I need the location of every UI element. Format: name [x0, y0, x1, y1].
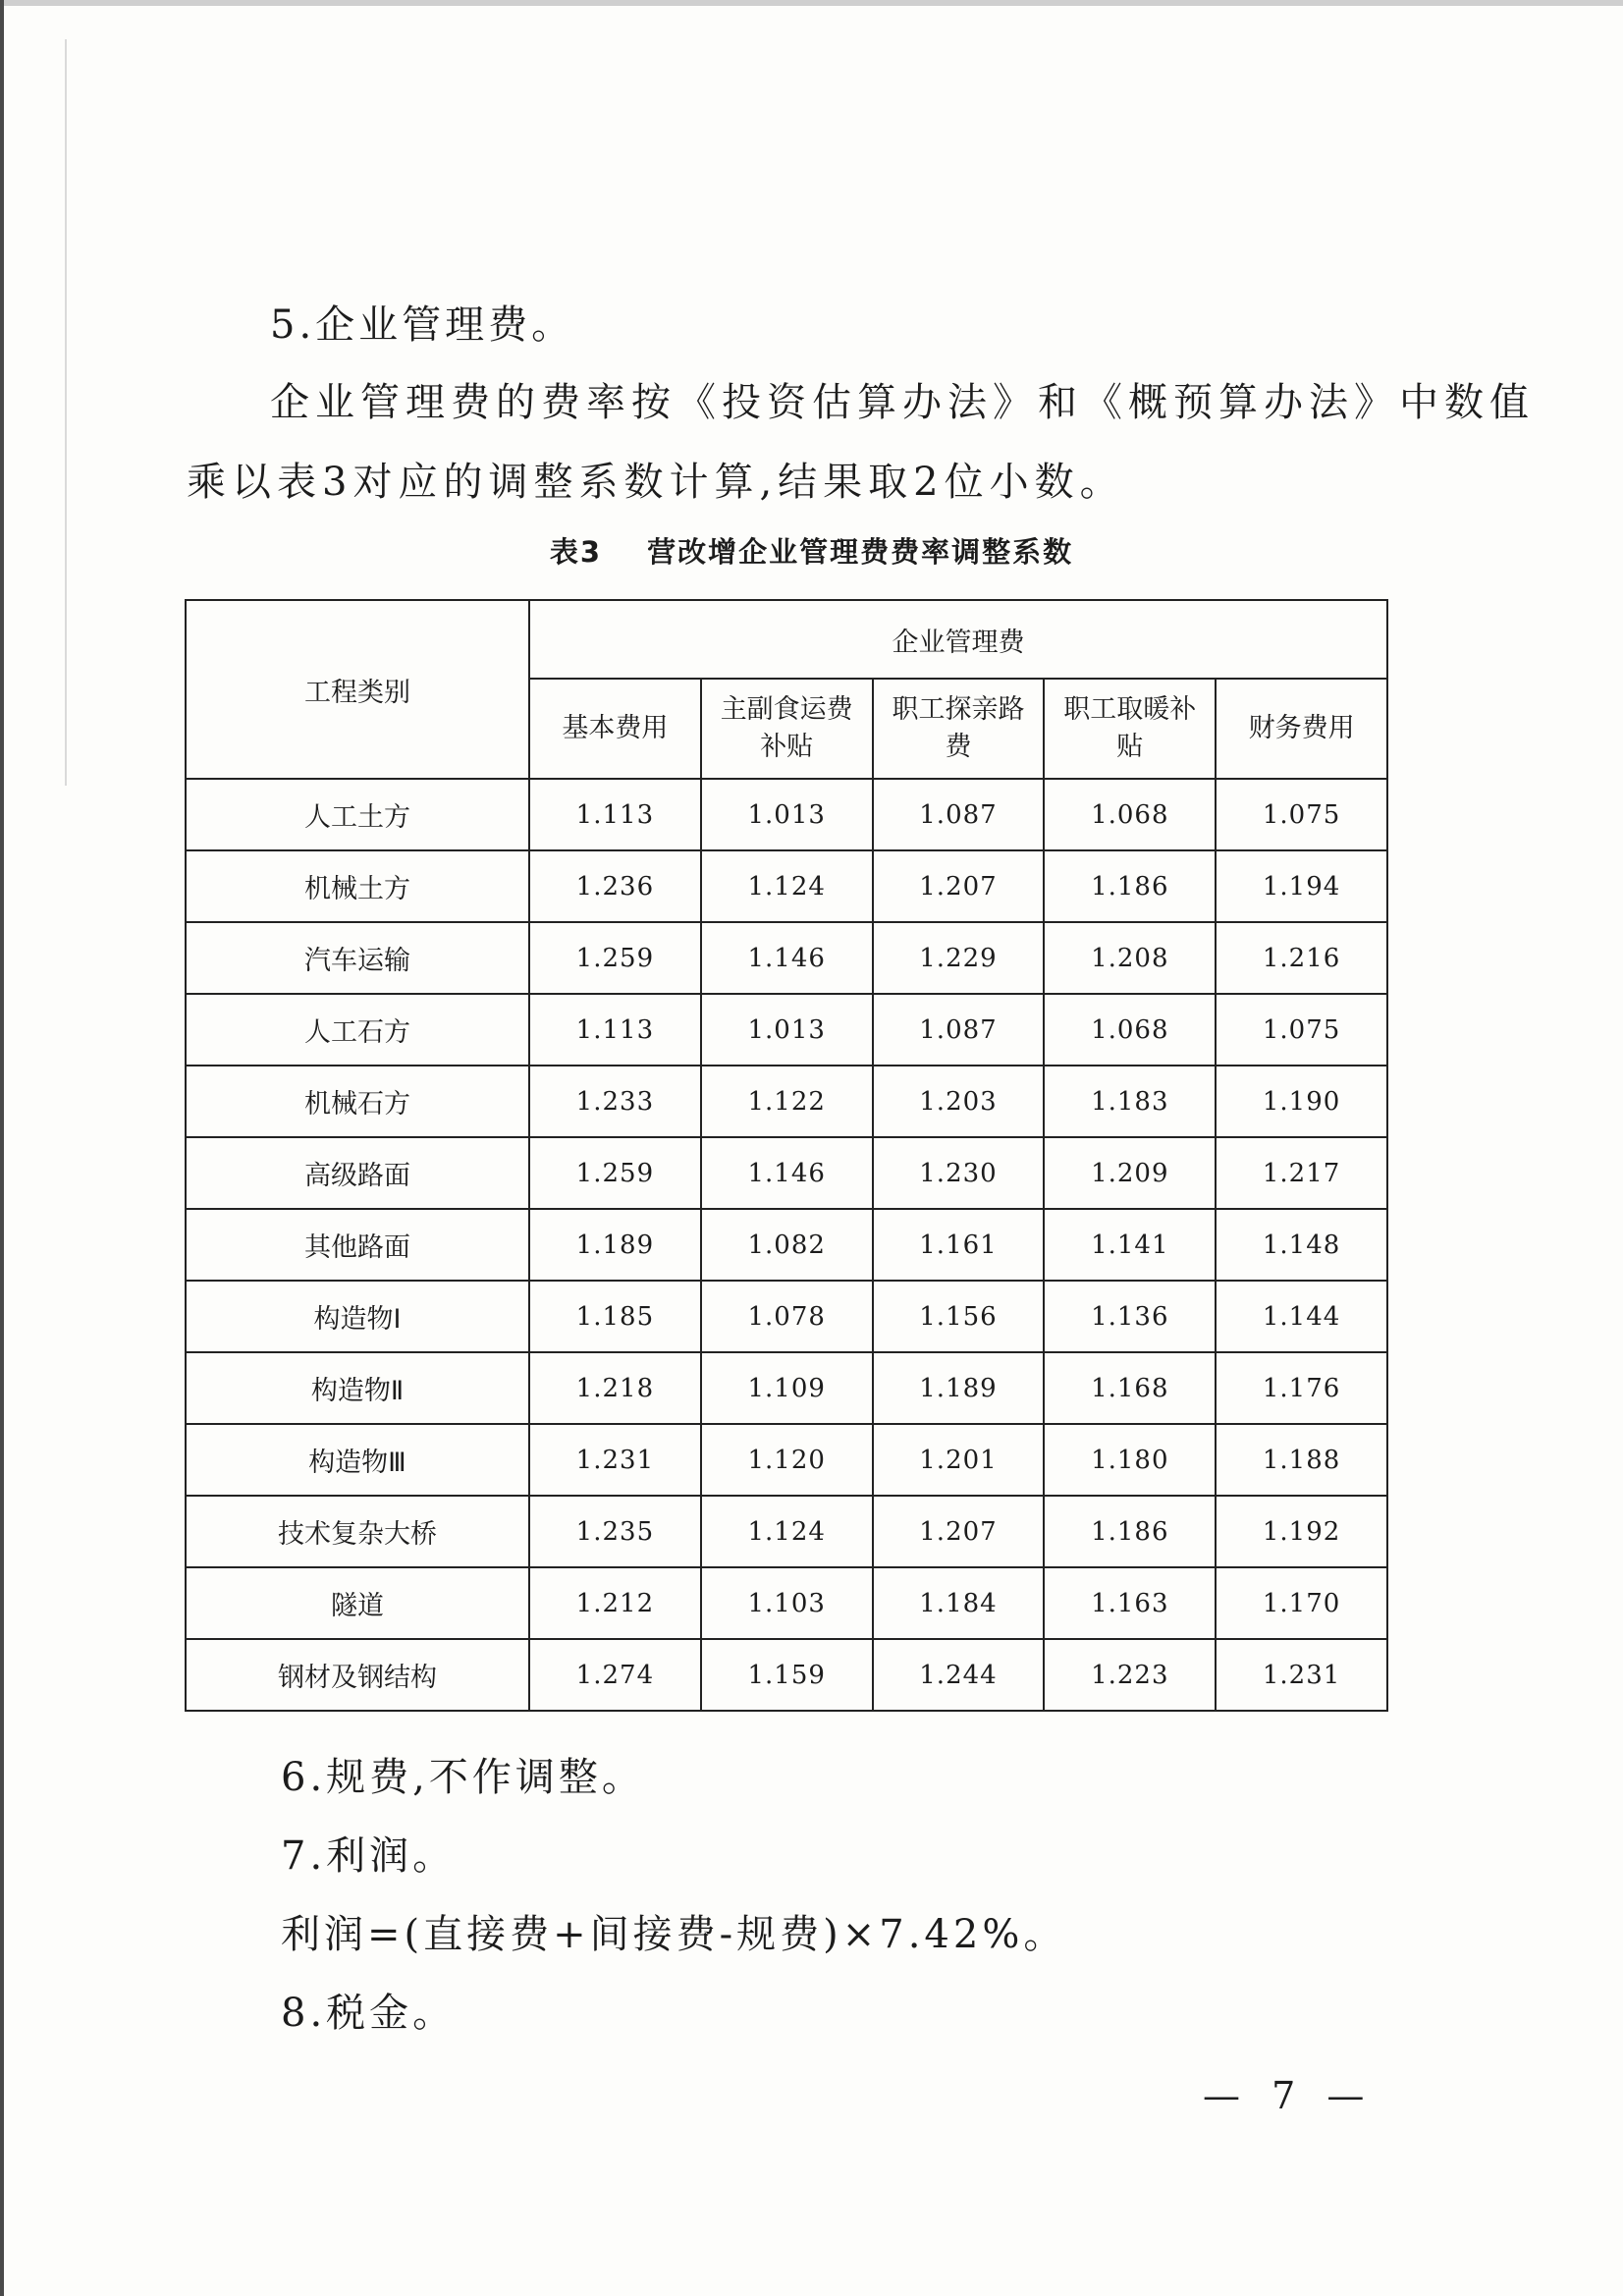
- coefficient-cell: 1.124: [701, 850, 873, 922]
- coefficient-cell: 1.113: [529, 779, 701, 850]
- table-row: [186, 1352, 1387, 1424]
- table-row: [186, 1281, 1387, 1352]
- category-cell: 构造物Ⅲ: [186, 1424, 529, 1496]
- coefficient-cell: 1.113: [529, 994, 701, 1066]
- section-7-formula: 利润=(直接费+间接费-规费)×7.42%。: [281, 1912, 1067, 1957]
- coefficient-cell: 1.223: [1044, 1639, 1216, 1711]
- category-cell: 构造物Ⅱ: [186, 1352, 529, 1424]
- column-header: 基本费用: [529, 679, 701, 779]
- coefficient-cell: 1.189: [529, 1209, 701, 1281]
- table-caption-title: 营改增企业管理费费率调整系数: [647, 535, 1074, 569]
- section-5-text-line-2: 乘以表3对应的调整系数计算,结果取2位小数。: [187, 460, 1125, 505]
- coefficient-cell: 1.216: [1216, 922, 1387, 994]
- category-cell: 隧道: [186, 1567, 529, 1639]
- coefficient-cell: 1.122: [701, 1066, 873, 1137]
- section-6-text: 6.规费,不作调整。: [281, 1755, 645, 1800]
- coefficient-cell: 1.192: [1216, 1496, 1387, 1567]
- coefficient-cell: 1.217: [1216, 1137, 1387, 1209]
- coefficient-cell: 1.120: [701, 1424, 873, 1496]
- coefficient-cell: 1.068: [1044, 994, 1216, 1066]
- coefficient-cell: 1.159: [701, 1639, 873, 1711]
- group-header-management-fee: 企业管理费: [529, 600, 1387, 679]
- coefficient-cell: 1.183: [1044, 1066, 1216, 1137]
- category-cell: 汽车运输: [186, 922, 529, 994]
- coefficient-cell: 1.148: [1216, 1209, 1387, 1281]
- coefficient-cell: 1.190: [1216, 1066, 1387, 1137]
- coefficient-cell: 1.231: [529, 1424, 701, 1496]
- coefficient-cell: 1.218: [529, 1352, 701, 1424]
- category-cell: 构造物Ⅰ: [186, 1281, 529, 1352]
- column-header: 职工探亲路费: [873, 679, 1045, 779]
- table-caption: [0, 530, 1623, 571]
- coefficient-cell: 1.124: [701, 1496, 873, 1567]
- coefficient-cell: 1.244: [873, 1639, 1045, 1711]
- category-cell: 机械土方: [186, 850, 529, 922]
- coefficient-cell: 1.209: [1044, 1137, 1216, 1209]
- section-5-heading: 5.企业管理费。: [270, 302, 575, 348]
- coefficient-cell: 1.207: [873, 850, 1045, 922]
- coefficient-cell: 1.235: [529, 1496, 701, 1567]
- category-cell: 技术复杂大桥: [186, 1496, 529, 1567]
- table-row: [186, 1567, 1387, 1639]
- coefficient-cell: 1.068: [1044, 779, 1216, 850]
- category-cell: 其他路面: [186, 1209, 529, 1281]
- coefficient-cell: 1.168: [1044, 1352, 1216, 1424]
- table-row: [186, 1137, 1387, 1209]
- category-cell: 钢材及钢结构: [186, 1639, 529, 1711]
- coefficient-cell: 1.170: [1216, 1567, 1387, 1639]
- coefficient-cell: 1.163: [1044, 1567, 1216, 1639]
- coefficient-cell: 1.208: [1044, 922, 1216, 994]
- coefficient-cell: 1.075: [1216, 779, 1387, 850]
- coefficient-cell: 1.229: [873, 922, 1045, 994]
- table-caption-number: 表3: [549, 535, 603, 569]
- coefficient-cell: 1.189: [873, 1352, 1045, 1424]
- column-header: 主副食运费补贴: [701, 679, 873, 779]
- coefficient-cell: 1.146: [701, 922, 873, 994]
- row-header-project-category: 工程类别: [186, 600, 529, 779]
- coefficient-cell: 1.233: [529, 1066, 701, 1137]
- section-7-heading: 7.利润。: [281, 1833, 457, 1879]
- coefficient-cell: 1.194: [1216, 850, 1387, 922]
- paper-fold-line: [65, 39, 67, 786]
- coefficient-cell: 1.075: [1216, 994, 1387, 1066]
- coefficient-cell: 1.207: [873, 1496, 1045, 1567]
- coefficient-cell: 1.188: [1216, 1424, 1387, 1496]
- coefficient-cell: 1.259: [529, 922, 701, 994]
- table-row: [186, 1209, 1387, 1281]
- coefficient-cell: 1.087: [873, 779, 1045, 850]
- scan-border-left: [0, 0, 4, 2296]
- coefficient-cell: 1.013: [701, 994, 873, 1066]
- coefficient-cell: 1.161: [873, 1209, 1045, 1281]
- scan-border-top: [0, 0, 1623, 6]
- coefficient-cell: 1.156: [873, 1281, 1045, 1352]
- category-cell: 机械石方: [186, 1066, 529, 1137]
- coefficient-cell: 1.082: [701, 1209, 873, 1281]
- table-row: [186, 922, 1387, 994]
- column-header: 职工取暖补贴: [1044, 679, 1216, 779]
- coefficient-cell: 1.013: [701, 779, 873, 850]
- coefficient-cell: 1.185: [529, 1281, 701, 1352]
- section-8-heading: 8.税金。: [281, 1991, 457, 2036]
- coefficient-cell: 1.236: [529, 850, 701, 922]
- section-5-text-line-1: 企业管理费的费率按《投资估算办法》和《概预算办法》中数值: [270, 380, 1535, 425]
- coefficient-cell: 1.230: [873, 1137, 1045, 1209]
- table-row: [186, 1424, 1387, 1496]
- table-row: [186, 779, 1387, 850]
- table-row: [186, 1496, 1387, 1567]
- coefficient-cell: 1.186: [1044, 1496, 1216, 1567]
- coefficient-cell: 1.144: [1216, 1281, 1387, 1352]
- adjustment-coefficient-table: [185, 599, 1388, 1712]
- coefficient-cell: 1.186: [1044, 850, 1216, 922]
- coefficient-cell: 1.176: [1216, 1352, 1387, 1424]
- coefficient-cell: 1.231: [1216, 1639, 1387, 1711]
- coefficient-cell: 1.180: [1044, 1424, 1216, 1496]
- page-number: — 7 —: [1203, 2074, 1375, 2117]
- category-cell: 人工土方: [186, 779, 529, 850]
- table-row: [186, 994, 1387, 1066]
- category-cell: 高级路面: [186, 1137, 529, 1209]
- coefficient-cell: 1.078: [701, 1281, 873, 1352]
- coefficient-cell: 1.201: [873, 1424, 1045, 1496]
- coefficient-cell: 1.103: [701, 1567, 873, 1639]
- coefficient-cell: 1.136: [1044, 1281, 1216, 1352]
- category-cell: 人工石方: [186, 994, 529, 1066]
- coefficient-cell: 1.274: [529, 1639, 701, 1711]
- table-row: [186, 850, 1387, 922]
- column-header: 财务费用: [1216, 679, 1387, 779]
- coefficient-cell: 1.087: [873, 994, 1045, 1066]
- coefficient-cell: 1.141: [1044, 1209, 1216, 1281]
- table-row: [186, 1639, 1387, 1711]
- coefficient-cell: 1.146: [701, 1137, 873, 1209]
- coefficient-cell: 1.184: [873, 1567, 1045, 1639]
- table-row: [186, 1066, 1387, 1137]
- coefficient-cell: 1.259: [529, 1137, 701, 1209]
- coefficient-cell: 1.109: [701, 1352, 873, 1424]
- coefficient-cell: 1.212: [529, 1567, 701, 1639]
- coefficient-cell: 1.203: [873, 1066, 1045, 1137]
